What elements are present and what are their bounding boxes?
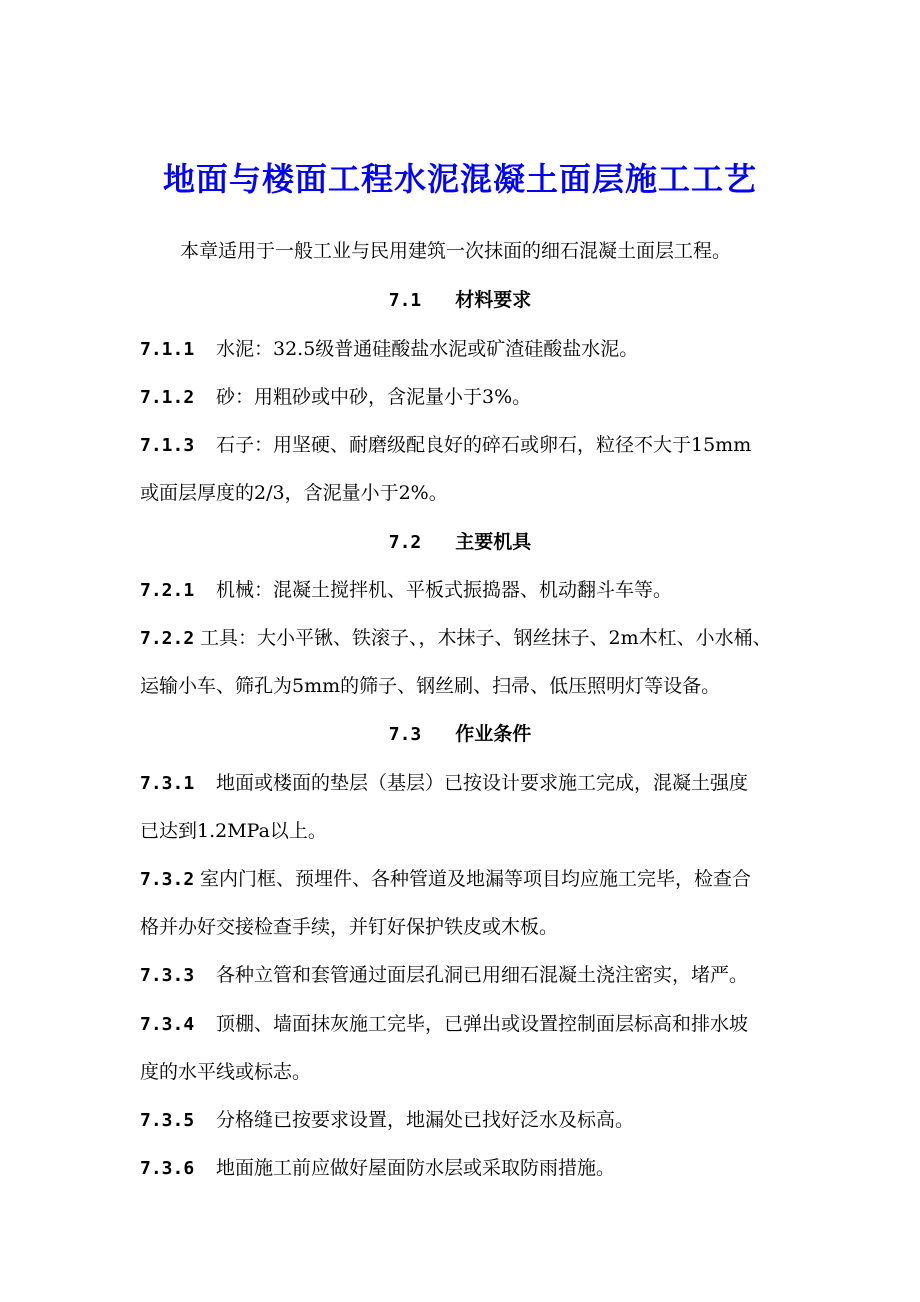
item-number: 7.2.2 <box>140 628 195 649</box>
list-item <box>140 577 672 604</box>
section-name: 材料要求 <box>455 289 532 311</box>
item-number: 7.3.5 <box>140 1110 195 1131</box>
list-item <box>140 1011 748 1038</box>
item-text: 地面施工前应做好屋面防水层或采取防雨措施。 <box>216 1157 616 1179</box>
list-item <box>140 336 638 363</box>
section-name: 作业条件 <box>455 723 532 745</box>
list-item <box>140 1155 615 1182</box>
item-number: 7.3.6 <box>140 1158 195 1179</box>
section-number: 7.2 <box>388 532 422 553</box>
item-text: 机械：混凝土搅拌机、平板式振捣器、机动翻斗车等。 <box>216 579 673 601</box>
section-number: 7.1 <box>388 290 422 311</box>
item-text: 分格缝已按要求设置，地漏处已找好泛水及标高。 <box>216 1109 635 1131</box>
item-continuation: 或面层厚度的2/3，含泥量小于2%。 <box>140 482 448 504</box>
list-item <box>140 1107 634 1134</box>
document-title: 地面与楼面工程水泥混凝土面层施工工艺 <box>162 160 757 198</box>
item-text: 地面或楼面的垫层（基层）已按设计要求施工完成，混凝土强度 <box>216 772 749 794</box>
item-continuation: 度的水平线或标志。 <box>140 1061 312 1083</box>
list-item <box>140 384 531 411</box>
item-continuation: 运输小车、筛孔为5mm的筛子、钢丝刷、扫帚、低压照明灯等设备。 <box>140 675 721 697</box>
item-text: 顶棚、墙面抹灰施工完毕，已弹出或设置控制面层标高和排水坡 <box>216 1013 749 1035</box>
item-number: 7.3.4 <box>140 1014 195 1035</box>
list-item <box>140 770 748 797</box>
list-item <box>140 432 751 459</box>
item-number: 7.1.1 <box>140 339 195 360</box>
list-item <box>140 866 751 893</box>
item-text: 石子：用坚硬、耐磨级配良好的碎石或卵石，粒径不大于15mm <box>216 434 752 456</box>
item-text: 室内门框、预埋件、各种管道及地漏等项目均应施工完毕，检查合 <box>200 868 752 890</box>
item-number: 7.3.2 <box>140 869 195 890</box>
item-text: 工具：大小平锹、铁滚子、，木抹子、钢丝抹子、2m木杠、小水桶、 <box>200 627 772 649</box>
section-heading <box>0 721 920 748</box>
item-continuation: 已达到1.2MPa以上。 <box>140 820 327 842</box>
item-text: 砂：用粗砂或中砂，含泥量小于3%。 <box>216 386 532 408</box>
item-continuation: 格并办好交接检查手续，并钉好保护铁皮或木板。 <box>140 916 559 938</box>
item-number: 7.1.3 <box>140 435 195 456</box>
item-number: 7.2.1 <box>140 580 195 601</box>
list-item <box>140 962 748 989</box>
item-number: 7.1.2 <box>140 387 195 408</box>
section-heading <box>0 529 920 556</box>
list-item <box>140 625 772 652</box>
item-text: 各种立管和套管通过面层孔洞已用细石混凝土浇注密实，堵严。 <box>216 964 749 986</box>
section-name: 主要机具 <box>455 531 532 553</box>
item-text: 水泥：32.5级普通硅酸盐水泥或矿渣硅酸盐水泥。 <box>216 338 639 360</box>
item-number: 7.3.1 <box>140 773 195 794</box>
item-number: 7.3.3 <box>140 965 195 986</box>
section-number: 7.3 <box>388 724 422 745</box>
intro-paragraph: 本章适用于一般工业与民用建筑一次抹面的细石混凝土面层工程。 <box>180 240 732 262</box>
section-heading <box>0 287 920 314</box>
